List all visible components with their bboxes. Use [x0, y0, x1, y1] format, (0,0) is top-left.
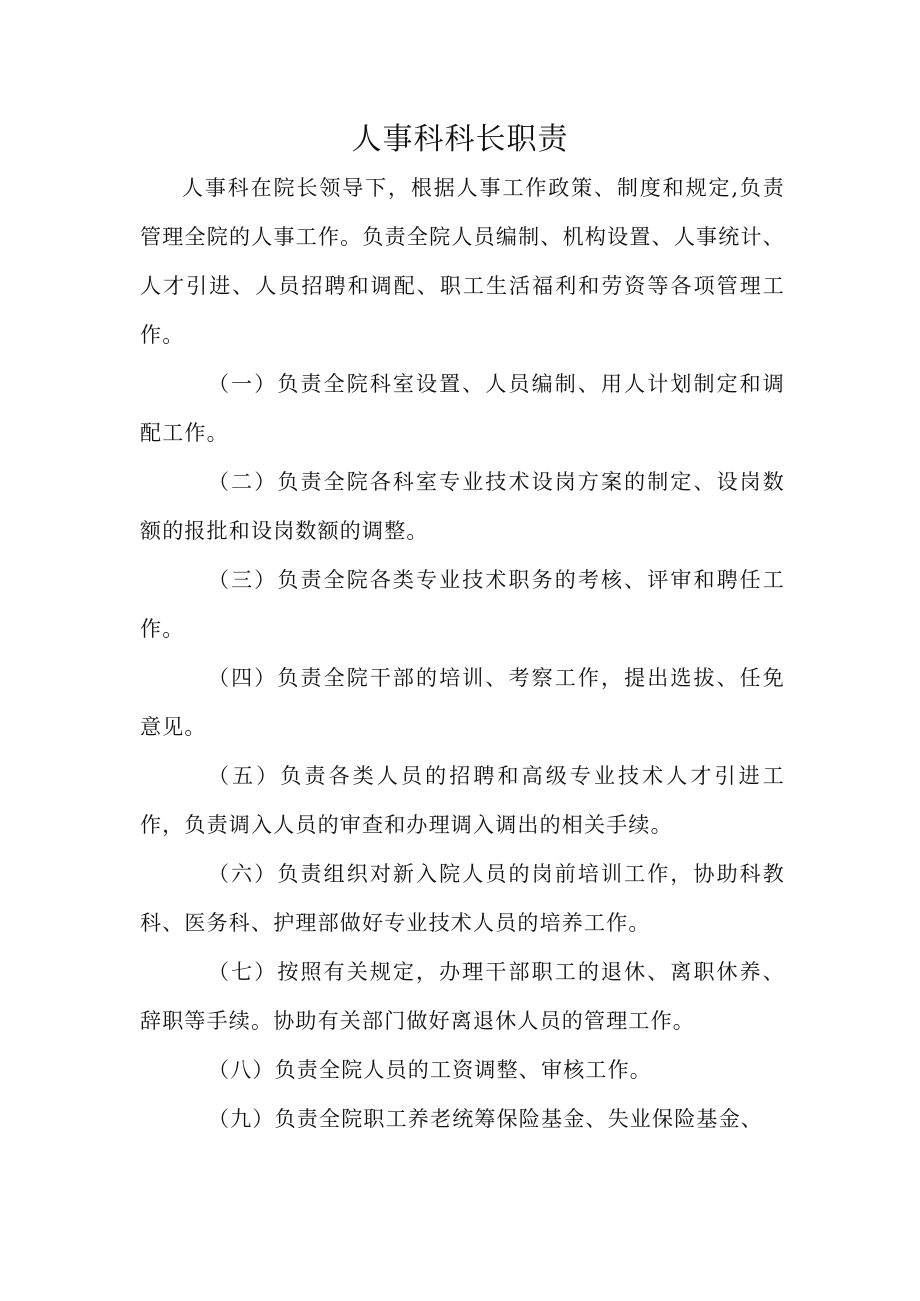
- duty-item-8: （八）负责全院人员的工资调整、审核工作。: [208, 1058, 652, 1082]
- duty-item-6: （六）负责组织对新入院人员的岗前培训工作，协助科教科、医务科、护理部做好专业技术人员的培养工作。: [140, 862, 785, 935]
- duty-item-7: （七）按照有关规定，办理干部职工的退休、离职休养、辞职等手续。协助有关部门做好离退休人员的管理工作。: [140, 960, 785, 1033]
- duty-item-2: （二）负责全院各科室专业技术设岗方案的制定、设岗数额的报批和设岗数额的调整。: [140, 470, 785, 543]
- document-body: [140, 164, 785, 1144]
- duty-item-5: （五）负责各类人员的招聘和高级专业技术人才引进工作，负责调入人员的审查和办理调入调出的相关手续。: [140, 764, 785, 837]
- document-title: 人事科科长职责: [351, 122, 569, 157]
- duty-item-3: （三）负责全院各类专业技术职务的考核、评审和聘任工作。: [140, 568, 785, 641]
- intro-paragraph: 人事科在院长领导下，根据人事工作政策、制度和规定,负责管理全院的人事工作。负责全院人员编制、机构设置、人事统计、人才引进、人员招聘和调配、职工生活福利和劳资等各项管理工作。: [140, 176, 785, 347]
- duty-item-1: （一）负责全院科室设置、人员编制、用人计划制定和调配工作。: [140, 372, 785, 445]
- duty-item-4: （四）负责全院干部的培训、考察工作，提出选拔、任免意见。: [140, 666, 785, 739]
- duty-item-9: （九）负责全院职工养老统筹保险基金、失业保险基金、: [208, 1107, 763, 1131]
